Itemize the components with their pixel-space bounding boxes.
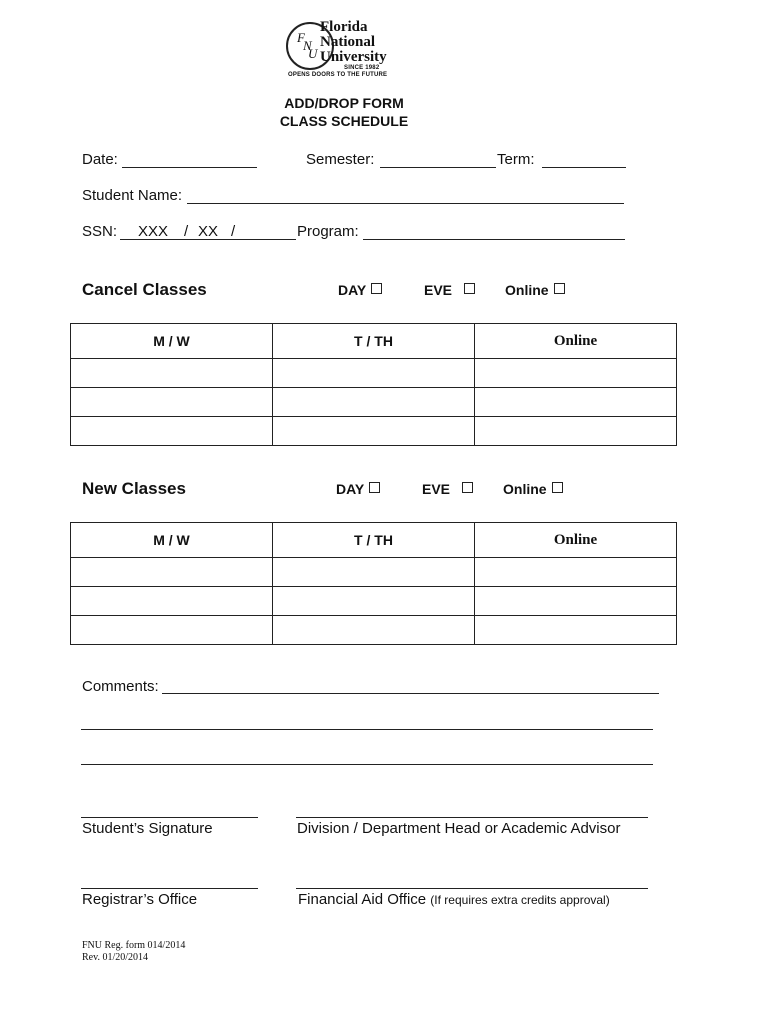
table-cell[interactable]	[71, 616, 273, 645]
new-classes-table	[70, 522, 677, 645]
table-row	[71, 616, 677, 645]
logo-letter-u: U	[308, 46, 318, 61]
footer-revision: Rev. 01/20/2014	[82, 952, 149, 963]
table-cell[interactable]	[475, 417, 677, 446]
table-cell[interactable]	[475, 359, 677, 388]
ssn-xx: XX	[198, 223, 219, 240]
table-row	[71, 417, 677, 446]
table-cell[interactable]	[273, 417, 475, 446]
financial-aid-signature-label	[298, 891, 610, 908]
ssn-xxx: XXX	[138, 223, 169, 240]
column-header-tth: T / TH	[273, 523, 475, 558]
new-online-option[interactable]	[503, 481, 563, 497]
table-cell[interactable]	[273, 558, 475, 587]
student-name-label: Student Name:	[82, 187, 183, 204]
new-eve-option[interactable]	[422, 481, 473, 497]
table-cell[interactable]	[71, 417, 273, 446]
form-title: ADD/DROP FORM	[284, 95, 404, 111]
student-signature-line[interactable]	[81, 817, 258, 818]
registrar-signature-line[interactable]	[81, 888, 258, 889]
table-cell[interactable]	[71, 587, 273, 616]
table-cell[interactable]	[475, 388, 677, 417]
footer-form-number: FNU Reg. form 014/2014	[82, 940, 186, 951]
logo-letter-n: N	[303, 38, 312, 53]
comments-line-3[interactable]	[81, 764, 653, 765]
program-field[interactable]	[363, 239, 625, 240]
new-day-option[interactable]	[336, 481, 380, 497]
column-header-tth: T / TH	[273, 324, 475, 359]
date-label: Date:	[82, 151, 118, 168]
table-cell[interactable]	[475, 587, 677, 616]
cancel-eve-option[interactable]	[424, 282, 475, 298]
cancel-classes-heading: Cancel Classes	[82, 280, 207, 299]
table-cell[interactable]	[273, 587, 475, 616]
new-classes-heading: New Classes	[82, 479, 186, 498]
table-cell[interactable]	[475, 616, 677, 645]
comments-line-2[interactable]	[81, 729, 653, 730]
semester-field[interactable]	[380, 167, 496, 168]
column-header-mw: M / W	[71, 324, 273, 359]
division-signature-line[interactable]	[296, 817, 648, 818]
student-name-field[interactable]	[187, 203, 624, 204]
table-cell[interactable]	[475, 558, 677, 587]
cancel-day-label: DAY	[338, 282, 367, 298]
table-cell[interactable]	[71, 359, 273, 388]
cancel-day-option[interactable]	[338, 282, 382, 298]
column-header-mw: M / W	[71, 523, 273, 558]
program-label: Program:	[297, 223, 359, 240]
new-day-checkbox[interactable]	[369, 482, 380, 493]
logo-name	[320, 20, 387, 65]
table-header-row	[71, 324, 677, 359]
table-cell[interactable]	[71, 388, 273, 417]
table-header-row	[71, 523, 677, 558]
cancel-eve-label: EVE	[424, 282, 453, 298]
logo-name-line1: Florida	[320, 19, 368, 35]
division-signature-label: Division / Department Head or Academic Advisor	[297, 820, 621, 837]
logo-name-line3: University	[320, 49, 387, 65]
new-online-label: Online	[503, 481, 547, 497]
cancel-online-label: Online	[505, 282, 549, 298]
comments-label: Comments:	[82, 678, 159, 695]
cancel-classes-table	[70, 323, 677, 446]
table-cell[interactable]	[71, 558, 273, 587]
column-header-online: Online	[475, 324, 677, 359]
financial-aid-note: (If requires extra credits approval)	[430, 893, 610, 907]
table-cell[interactable]	[273, 388, 475, 417]
term-label: Term:	[497, 151, 535, 168]
student-signature-label: Student’s Signature	[82, 820, 213, 837]
ssn-label: SSN:	[82, 223, 118, 240]
logo-since: SINCE 1982	[344, 65, 380, 71]
table-row	[71, 558, 677, 587]
cancel-eve-checkbox[interactable]	[464, 283, 475, 294]
new-day-label: DAY	[336, 481, 365, 497]
table-cell[interactable]	[273, 616, 475, 645]
term-field[interactable]	[542, 167, 626, 168]
column-header-online: Online	[475, 523, 677, 558]
table-cell[interactable]	[273, 359, 475, 388]
ssn-separator-2: /	[231, 223, 236, 240]
form-subtitle: CLASS SCHEDULE	[279, 113, 409, 129]
cancel-day-checkbox[interactable]	[371, 283, 382, 294]
comments-line-1[interactable]	[162, 693, 659, 694]
logo-name-line2: National	[320, 34, 376, 50]
ssn-separator-1: /	[184, 223, 189, 240]
financial-aid-signature-line[interactable]	[296, 888, 648, 889]
semester-label: Semester:	[306, 151, 375, 168]
new-online-checkbox[interactable]	[552, 482, 563, 493]
table-row	[71, 388, 677, 417]
date-field[interactable]	[122, 167, 257, 168]
cancel-online-option[interactable]	[505, 282, 565, 298]
registrar-signature-label: Registrar’s Office	[82, 891, 198, 908]
new-eve-label: EVE	[422, 481, 451, 497]
table-row	[71, 359, 677, 388]
financial-aid-label: Financial Aid Office	[298, 891, 427, 908]
logo-letter-f: F	[297, 30, 305, 45]
cancel-online-checkbox[interactable]	[554, 283, 565, 294]
logo-tagline: OPENS DOORS TO THE FUTURE	[288, 72, 388, 78]
table-row	[71, 587, 677, 616]
new-eve-checkbox[interactable]	[462, 482, 473, 493]
